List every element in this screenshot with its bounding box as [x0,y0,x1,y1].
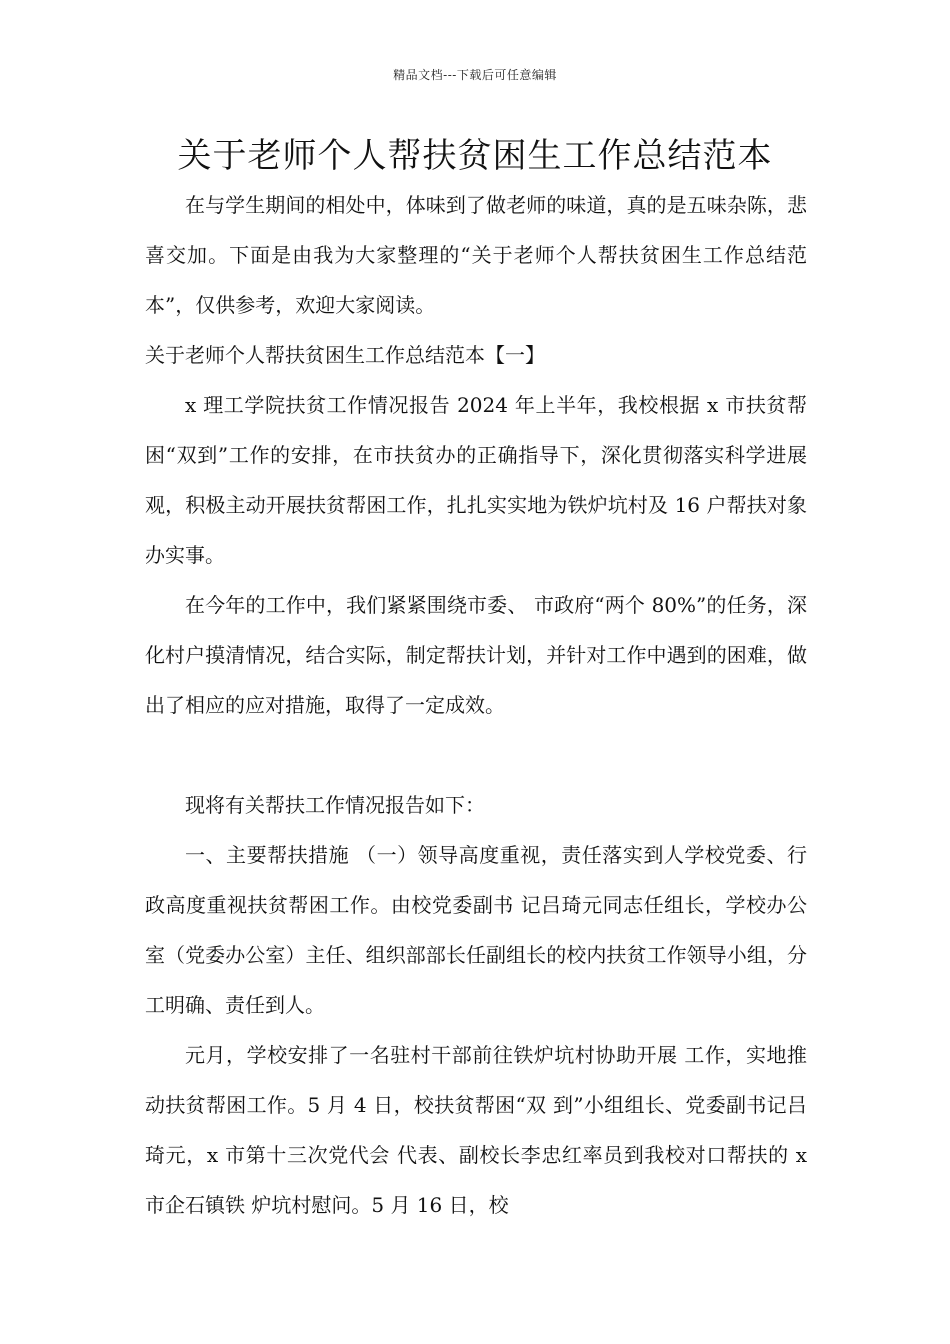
section-heading: 关于老师个人帮扶贫困生工作总结范本【一】 [145,343,545,367]
body-paragraph: x 理工学院扶贫工作情况报告 2024 年上半年，我校根据 x 市扶贫帮困“双到”工作的安排，在市扶贫办的正确指导下，深化贯彻落实科学进展 观，积极主动开展扶贫帮困工作，扎扎实实地为铁炉坑村及 16 户帮扶对象办实事。 [145,393,807,567]
body-paragraph: 现将有关帮扶工作情况报告如下： [185,793,485,817]
document-title: 关于老师个人帮扶贫困生工作总结范本 [177,136,773,176]
document-body [145,180,807,1230]
body-paragraph: 在今年的工作中，我们紧紧围绕市委、 市政府“两个 80%”的任务，深化村户摸清情况，结合实际，制定帮扶计划，并针对工作中遇到的困难，做出了相应的应对措施，取得了一定成效。 [145,593,807,717]
intro-paragraph: 在与学生期间的相处中，体味到了做老师的味道，真的是五味杂陈，悲喜交加。下面是由我为大家整理的“关于老师个人帮扶贫困生工作总结范本”，仅供参考，欢迎大家阅读。 [145,193,807,317]
body-paragraph: 一、主要帮扶措施 （一）领导高度重视，责任落实到人学校党委、行政高度重视扶贫帮困工作。由校党委副书 记吕琦元同志任组长，学校办公室（党委办公室）主任、组织部部长任副组长的校内扶贫工作领导小组，分工明确、责任到人。 [145,843,807,1017]
body-paragraph: 元月，学校安排了一名驻村干部前往铁炉坑村协助开展 工作，实地推动扶贫帮困工作。5 月 4 日，校扶贫帮困“双 到”小组组长、党委副书记吕琦元，x 市第十三次党代会 代表、副校长李忠红率员到我校对口帮扶的 x 市企石镇铁 炉坑村慰问。5 月 16 日，校 [145,1043,807,1217]
header-note: 精品文档---下载后可任意编辑 [393,68,557,82]
paragraph-spacer [145,730,807,780]
